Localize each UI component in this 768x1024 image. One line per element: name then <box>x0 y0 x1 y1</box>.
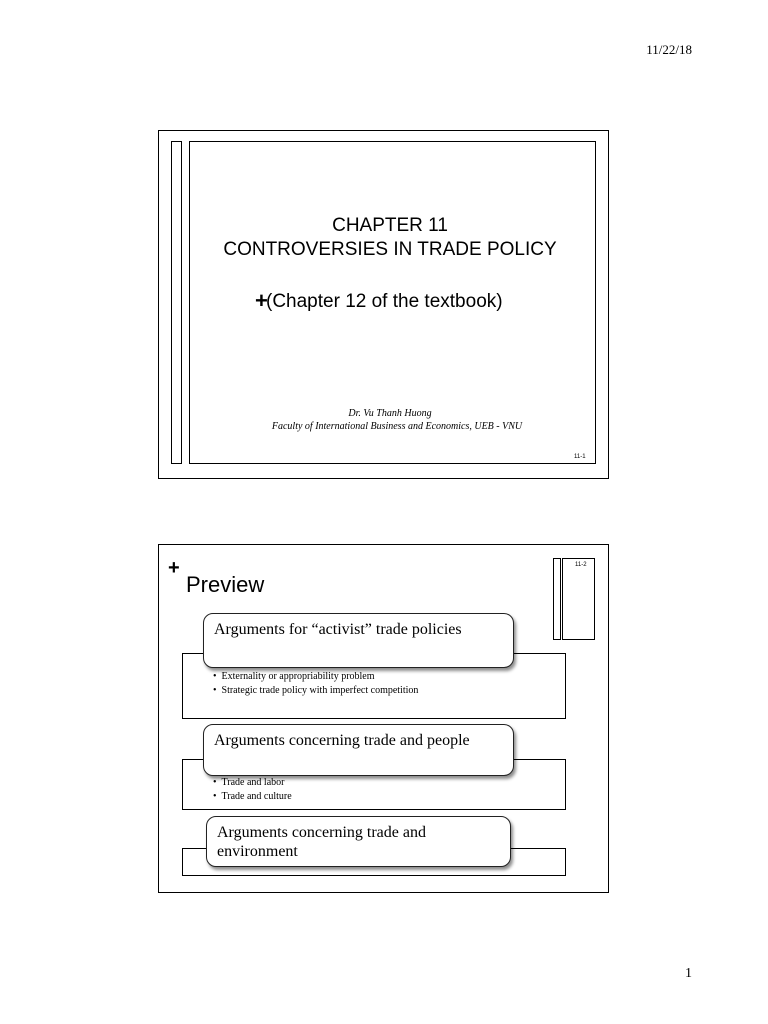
slide-number: 11-2 <box>575 562 587 568</box>
slide-number: 11-1 <box>574 454 586 460</box>
chapter-number: CHAPTER 11 <box>332 215 448 236</box>
author-name: Dr. Vu Thanh Huong <box>348 408 432 419</box>
bullet-item: • Trade and labor <box>213 776 292 790</box>
section-1-bullets <box>213 670 418 698</box>
plus-icon: + <box>168 557 180 579</box>
section-3-heading: Arguments concerning trade and environment <box>206 816 511 867</box>
page-number: 1 <box>685 966 692 981</box>
section-2-bullets <box>213 776 292 804</box>
chapter-title: CONTROVERSIES IN TRADE POLICY <box>223 239 557 260</box>
slide-number-box-panel <box>562 558 595 640</box>
bullet-item: • Externality or appropriability problem <box>213 670 418 684</box>
slide-2-title: Preview <box>186 572 265 597</box>
bullet-item: • Strategic trade policy with imperfect competition <box>213 684 418 698</box>
print-date: 11/22/18 <box>646 42 692 57</box>
slide-1-title <box>190 214 590 262</box>
plus-icon: + <box>255 288 268 313</box>
section-2-heading: Arguments concerning trade and people <box>203 724 514 776</box>
slide-1-side-bar <box>171 141 182 464</box>
slide-number-box <box>553 558 595 640</box>
chapter-subtitle: (Chapter 12 of the textbook) <box>266 291 503 312</box>
author-affiliation: Faculty of International Business and Economics, UEB - VNU <box>271 421 523 432</box>
author-block <box>190 407 590 433</box>
slide-number-box-bar <box>553 558 561 640</box>
section-1-heading: Arguments for “activist” trade policies <box>203 613 514 668</box>
bullet-item: • Trade and culture <box>213 790 292 804</box>
